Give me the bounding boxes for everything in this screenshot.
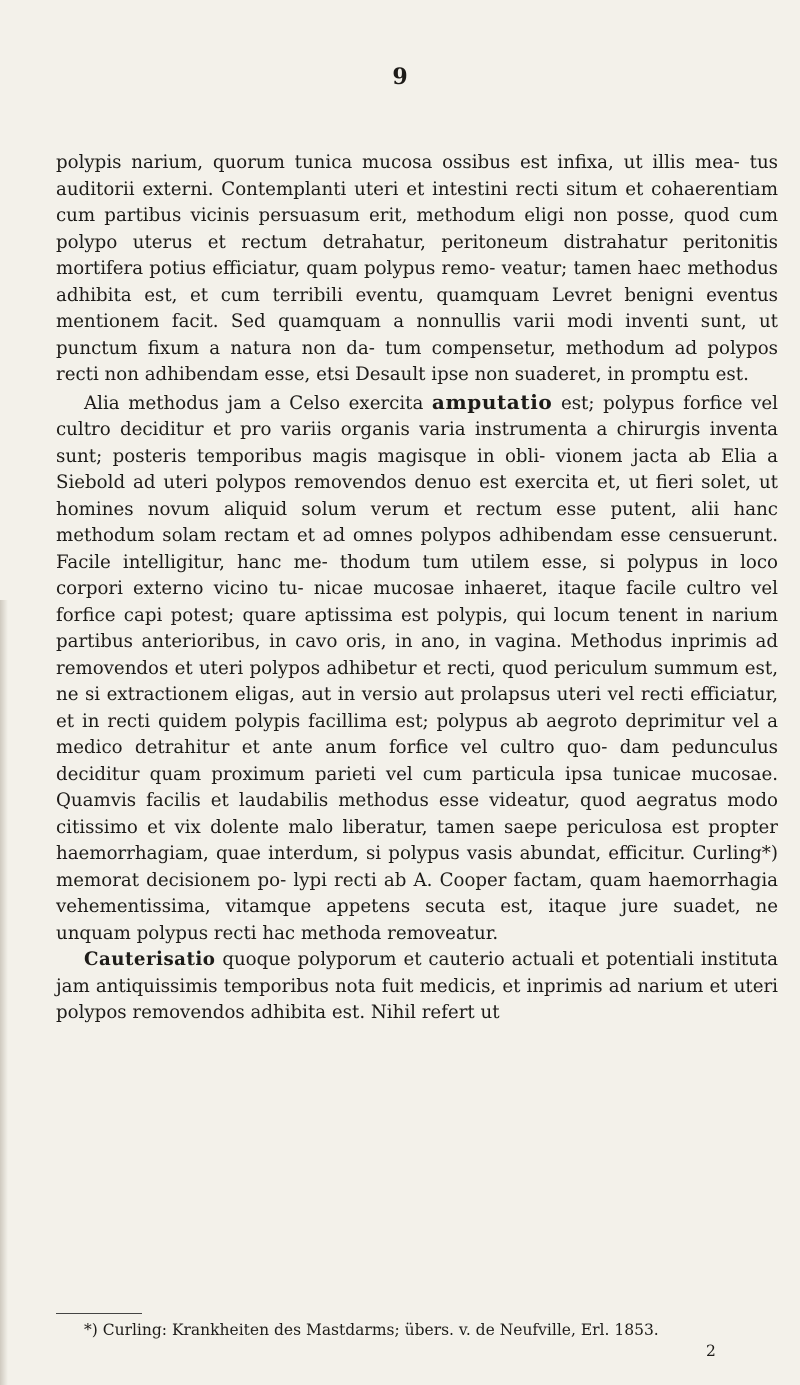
body-text	[56, 150, 778, 1027]
paragraph-3-text: quoque polyporum et cauterio actuali et potentiali instituta jam antiquissimis temporibus nota fuit medicis, et inprimis ad narium et uteri polypos removendos adhibita est. Nihil refert ut	[56, 949, 778, 1023]
footnote-text: *) Curling: Krankheiten des Mastdarms; übers. v. de Neufville, Erl. 1853.	[84, 1321, 659, 1339]
paragraph-2-text: est; polypus forfice vel cultro deciditur et pro variis organis varia instrumenta a chirurgis inventa sunt; posteris temporibus magis magisque in obli- vionem jacta ab Elia a Siebold ad uteri polypos removendos denuo est exercita et, ut fieri solet, ut homines novum aliquid solum verum et rectum esse putent, alii hanc methodum solam rectam et ad omnes polypos adhibendam esse censuerunt. Facile intelligitur, hanc me- thodum tum utilem esse, si polypus in loco corpori externo vicino tu- nicae mucosae inhaeret, itaque facile cultro vel forfice capi potest; quare aptissima est polypis, qui locum tenent in narium partibus anterioribus, in cavo oris, in ano, in vagina. Methodus inprimis ad removendos et uteri polypos adhibetur et recti, quod periculum summum est, ne si extractionem eligas, aut in versio aut prolapsus uteri vel recti efficiatur, et in recti quidem polypis facillima est; polypus ab aegroto deprimitur vel a medico detrahitur et ante anum forfice vel cultro quo- dam pedunculus deciditur quam proximum parieti vel cum particula ipsa tunicae mucosae. Quamvis facilis et laudabilis methodus esse videatur, quod aegratus modo citissimo et vix dolente malo liberatur, tamen saepe periculosa est propter haemorrhagiam, quae interdum, si polypus vasis abundat, efficitur. Curling*) memorat decisionem po- lypi recti ab A. Cooper factam, quam haemorrhagia vehementissima, vitamque appetens secuta est, itaque jure suadet, ne unquam polypus recti hac methoda removeatur.	[56, 392, 778, 944]
paragraph-1-text: polypis narium, quorum tunica mucosa ossibus est infixa, ut illis mea- tus auditorii externi. Contemplanti uteri et intestini recti situm et cohaerentiam cum partibus vicinis persuasum erit, methodum eligi non posse, quod cum polypo uterus et rectum detrahatur, peritoneum distrahatur peritonitis mortifera potius efficiatur, quam polypus remo- veatur; tamen haec methodus adhibita est, et cum terribili eventu, quamquam Levret benigni eventus mentionem facit. Sed quamquam a nonnullis varii modi inventi sunt, ut punctum fixum a natura non da- tum compensetur, methodum ad polypos recti non adhibendam esse, etsi Desault ipse non suaderet, in promptu est.	[56, 152, 778, 385]
paragraph-1	[56, 150, 778, 389]
footnote	[56, 1320, 778, 1340]
signature-mark: 2	[706, 1342, 716, 1360]
footnote-rule	[56, 1313, 142, 1314]
term-cauterisatio: Cauterisatio	[84, 949, 216, 970]
paragraph-3	[56, 947, 778, 1027]
term-amputatio: amputatio	[431, 389, 553, 414]
paragraph-2-lead: Alia methodus jam a Celso exercita	[84, 392, 432, 414]
page-number: 9	[392, 64, 408, 90]
scan-shadow	[0, 600, 8, 1385]
paragraph-2	[56, 389, 778, 948]
